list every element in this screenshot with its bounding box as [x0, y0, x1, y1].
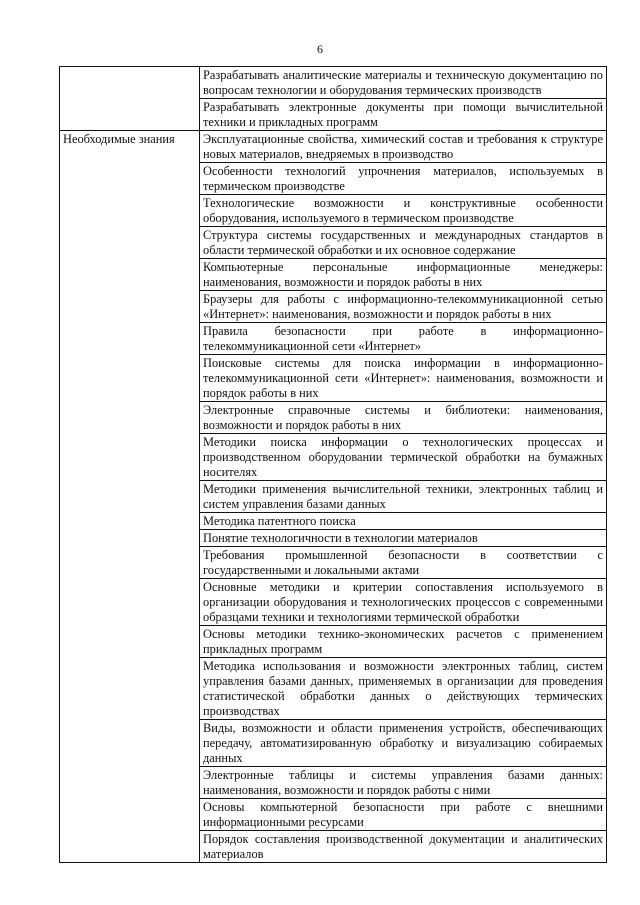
knowledge-item: Браузеры для работы с информационно-телекоммуникационной сетью «Интернет»: наименования, возможности и порядок работы в них [200, 291, 607, 323]
knowledge-item: Методика патентного поиска [200, 513, 607, 530]
knowledge-item: Компьютерные персональные информационные менеджеры: наименования, возможности и порядок работы в них [200, 259, 607, 291]
knowledge-item: Электронные справочные системы и библиотеки: наименования, возможности и порядок работы в них [200, 402, 607, 434]
knowledge-item: Поисковые системы для поиска информации в информационно-телекоммуникационной сети «Интернет»: наименования, возможности и порядок работы в них [200, 355, 607, 402]
requirements-table [59, 66, 607, 863]
knowledge-item: Порядок составления производственной документации и аналитических материалов [200, 831, 607, 863]
knowledge-label: Необходимые знания [60, 131, 200, 863]
knowledge-item: Правила безопасности при работе в информационно-телекоммуникационной сети «Интернет» [200, 323, 607, 355]
page-number: 6 [317, 42, 323, 56]
knowledge-item: Требования промышленной безопасности в соответствии с государственными и локальными актами [200, 547, 607, 579]
knowledge-item: Технологические возможности и конструктивные особенности оборудования, используемого в термическом производстве [200, 195, 607, 227]
knowledge-item: Виды, возможности и области применения устройств, обеспечивающих передачу, автоматизированную обработку и визуализацию собираемых данных [200, 720, 607, 767]
skills-item: Разрабатывать электронные документы при помощи вычислительной техники и прикладных программ [200, 99, 607, 131]
knowledge-item: Электронные таблицы и системы управления базами данных: наименования, возможности и порядок работы с ними [200, 767, 607, 799]
skills-label [60, 67, 200, 131]
knowledge-item: Методики применения вычислительной техники, электронных таблиц и систем управления базами данных [200, 481, 607, 513]
knowledge-item: Структура системы государственных и международных стандартов в области термической обработки и их основное содержание [200, 227, 607, 259]
knowledge-item: Понятие технологичности в технологии материалов [200, 530, 607, 547]
knowledge-item: Методики поиска информации о технологических процессах и производственном оборудовании термической обработки на бумажных носителях [200, 434, 607, 481]
skills-row [60, 67, 607, 99]
knowledge-item: Основы методики технико-экономических расчетов с применением прикладных программ [200, 626, 607, 658]
knowledge-item: Эксплуатационные свойства, химический состав и требования к структуре новых материалов, внедряемых в производство [200, 131, 607, 163]
knowledge-item: Особенности технологий упрочнения материалов, используемых в термическом производстве [200, 163, 607, 195]
skills-item: Разрабатывать аналитические материалы и техническую документацию по вопросам технологии и оборудования термических производств [200, 67, 607, 99]
knowledge-item: Основы компьютерной безопасности при работе с внешними информационными ресурсами [200, 799, 607, 831]
knowledge-item: Методика использования и возможности электронных таблиц, систем управления базами данных, применяемых в организации для проведения статистической обработки данных о действующих термических производствах [200, 658, 607, 720]
knowledge-row [60, 131, 607, 163]
knowledge-item: Основные методики и критерии сопоставления используемого в организации оборудования и технологических процессов с современными образцами техники и технологиями термической обработки [200, 579, 607, 626]
